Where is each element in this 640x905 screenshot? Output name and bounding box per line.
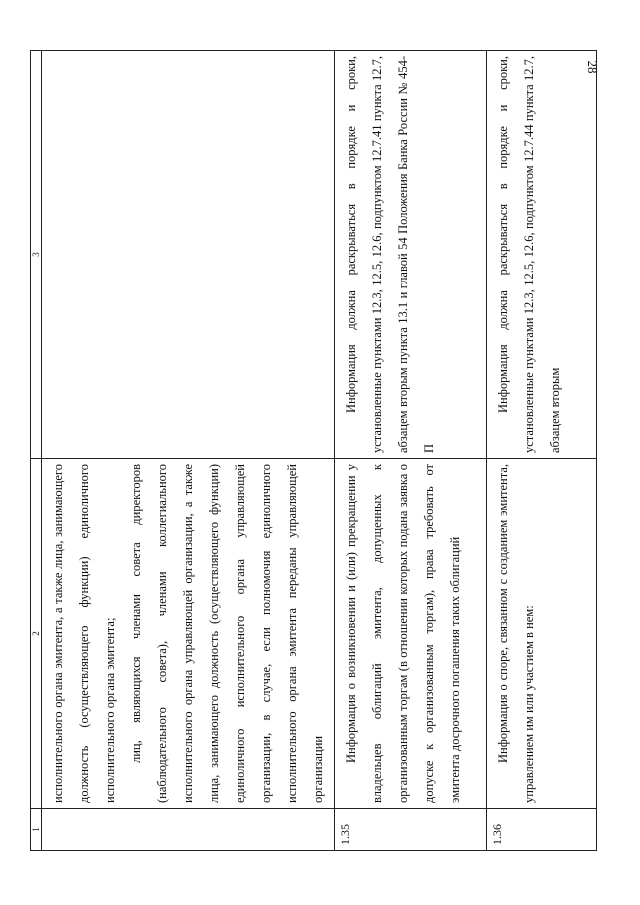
table-row — [42, 51, 335, 851]
row-description — [335, 459, 487, 809]
table-row — [487, 51, 597, 851]
header-col-2: 2 — [31, 459, 42, 809]
table-row — [335, 51, 487, 851]
row-number — [42, 809, 335, 851]
disclosure-table — [30, 50, 597, 851]
row-number: 1.35 — [335, 809, 487, 851]
table-header-row — [31, 51, 42, 851]
row-description — [487, 459, 597, 809]
header-col-1: 1 — [31, 809, 42, 851]
row-disclosure-rule — [42, 51, 335, 459]
row-description — [42, 459, 335, 809]
header-col-3: 3 — [31, 51, 42, 459]
row-paragraph: лиц, являющихся членами совета директоров (наблюдательного совета), членами коллегиального исполнительного органа управляющей организации, а также лица, занимающего должность (осуществляющего функции) единоличного исполнительного органа управляющей организации, в случае, если полномочия единоличного исполнительного органа эмитента переданы управляющей организации — [129, 464, 325, 803]
row-paragraph: Информация о возникновении и (или) прекращении у владельцев облигаций эмитента, допущенных к организованным торгам (в отношении которых подана заявка о допуске к организованным торгам), права требовать от эмитента досрочного погашения таких облигаций — [344, 464, 462, 803]
page-number: 28 — [585, 60, 600, 74]
row-paragraph: Информация о споре, связанном с созданием эмитента, управлением им или участием в нем: — [496, 464, 536, 803]
row-disclosure-rule: Информация должна раскрываться в порядке и сроки, установленные пунктами 12.3, 12.5, 12.6, подпунктом 12.7.44 пункта 12.7, абзацем вторым — [487, 51, 597, 459]
rotated-page-content — [30, 51, 570, 851]
row-number: 1.36 — [487, 809, 597, 851]
row-paragraph: исполнительного органа эмитента, а также лица, занимающего должность (осуществляющего функции) единоличного исполнительного органа эмитента; — [51, 464, 117, 803]
row-disclosure-rule: Информация должна раскрываться в порядке и сроки, установленные пунктами 12.3, 12.5, 12.6, подпунктом 12.7.41 пункта 12.7, абзацем вторым пункта 13.1 и главой 54 Положения Банка России № 454-П — [335, 51, 487, 459]
